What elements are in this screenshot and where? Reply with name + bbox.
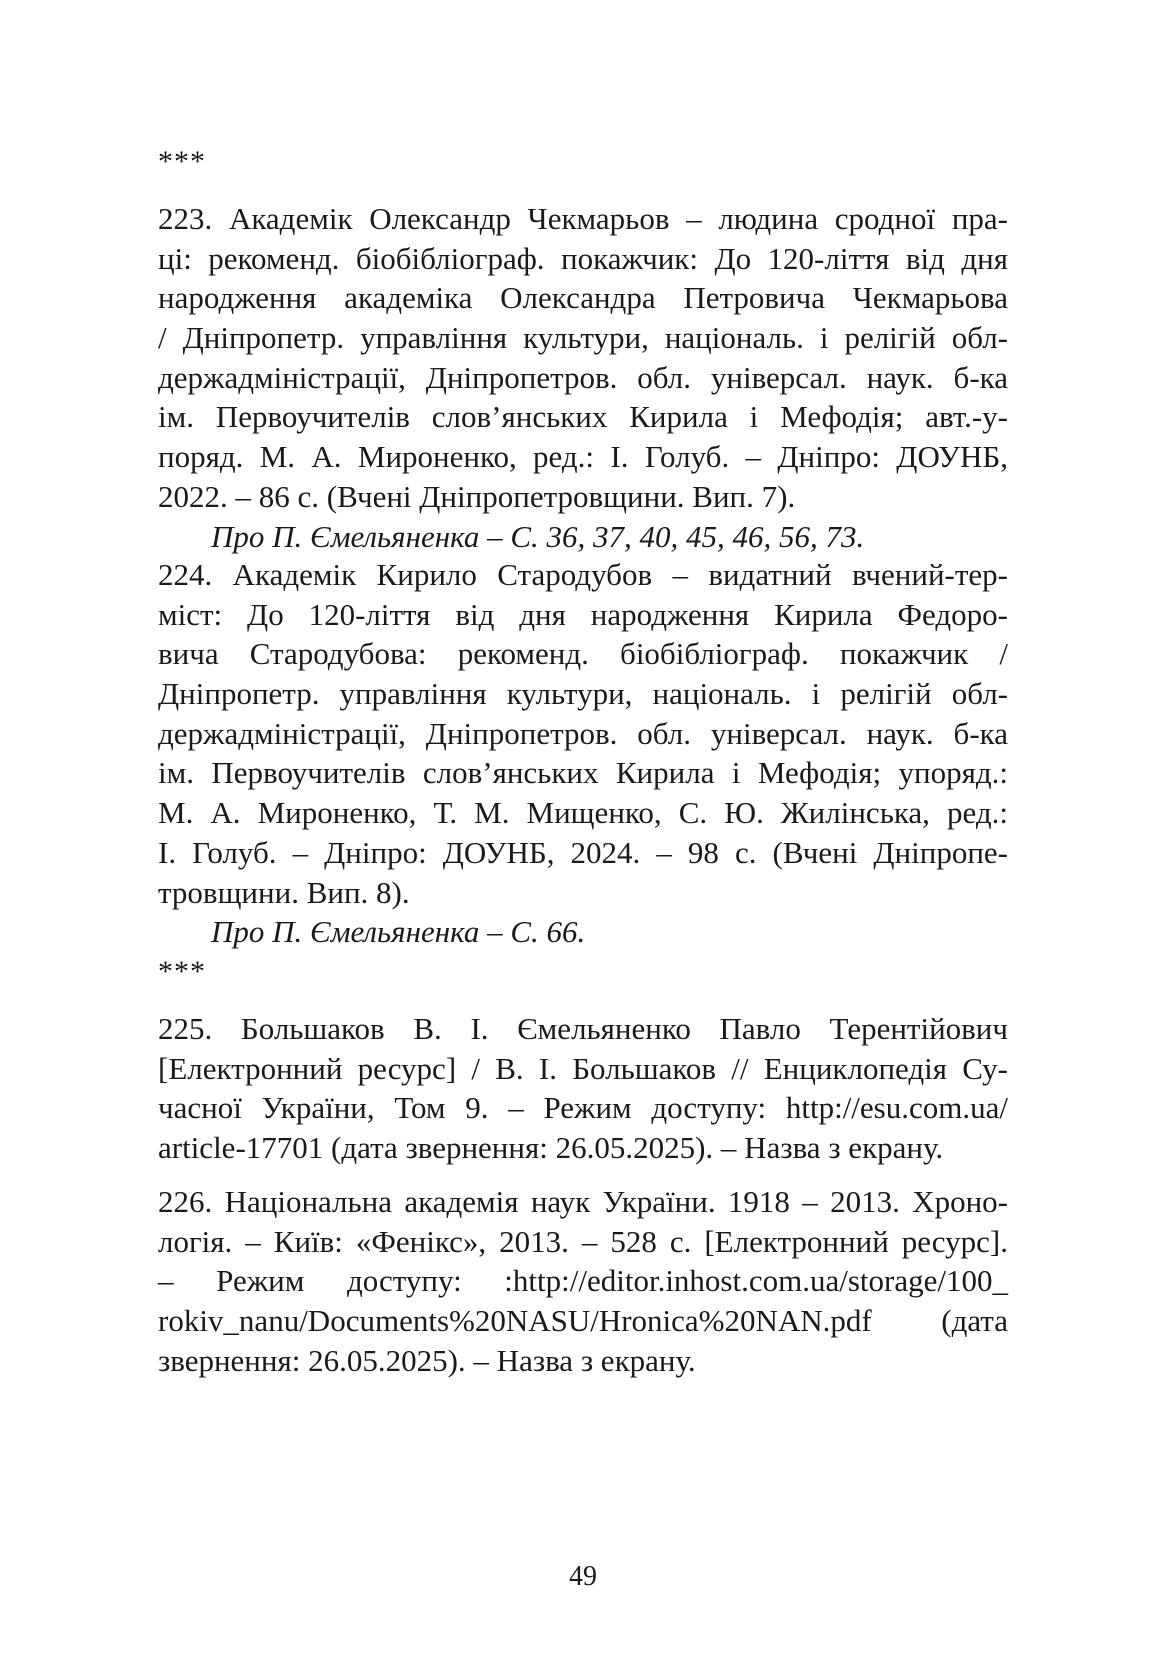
entry-line: І. Голуб. – Дніпро: ДОУНБ, 2024. – 98 с. (Вчені Дніпропе- [158, 834, 1008, 870]
entry-line: ці: рекоменд. біобібліограф. покажчик: До 120-ліття від дня [158, 240, 1008, 276]
entry-line: міст: До 120-ліття від дня народження Кирила Федоро- [158, 596, 1008, 632]
entry-223 [158, 199, 1008, 556]
entry-note: Про П. Ємельяненка – С. 66. [211, 914, 586, 950]
entry-225 [158, 1009, 1008, 1168]
entry-224 [158, 555, 1008, 952]
entry-line: часної України, Том 9. – Режим доступу: http://esu.com.ua/ [158, 1090, 1008, 1126]
entry-line: логія. – Київ: «Фенікс», 2013. – 528 с. [Електронний ресурс]. [158, 1223, 1008, 1259]
entry-line: 223. Академік Олександр Чекмарьов – людина сродної пра- [158, 201, 1008, 236]
entry-line: тровщини. Вип. 8). [158, 874, 410, 910]
entry-note: Про П. Ємельяненка – С. 36, 37, 40, 45, 46, 56, 73. [211, 518, 865, 554]
entry-line: звернення: 26.05.2025). – Назва з екрану. [158, 1342, 696, 1378]
page-number: 49 [569, 1561, 597, 1592]
section-separator-top: *** [158, 145, 206, 178]
entry-line: вича Стародубова: рекоменд. біобібліограф. покажчик / [158, 636, 1008, 672]
entry-line: М. А. Мироненко, Т. М. Мищенко, С. Ю. Жилінська, ред.: [158, 795, 1008, 831]
entry-line: ім. Первоучителів слов’янських Кирила і Мефодія; упоряд.: [158, 755, 1008, 791]
entry-line: 224. Академік Кирило Стародубов – видатний вчений-тер- [158, 557, 1008, 592]
entry-line: держадміністрації, Дніпропетров. обл. універсал. наук. б-ка [158, 715, 1008, 751]
entry-line: Дніпропетр. управління культури, національ. і релігій обл- [158, 676, 1008, 712]
entry-226 [158, 1182, 1008, 1380]
entry-line: 2022. – 86 с. (Вчені Дніпропетровщини. Вип. 7). [158, 478, 796, 514]
entry-line: article-17701 (дата звернення: 26.05.2025). – Назва з екрану. [158, 1130, 944, 1166]
entry-line: – Режим доступу: :http://editor.inhost.com.ua/storage/100_ [158, 1263, 1008, 1299]
entry-line: поряд. М. А. Мироненко, ред.: І. Голуб. – Дніпро: ДОУНБ, [158, 439, 1008, 475]
entry-line: 225. Большаков В. І. Ємельяненко Павло Терентійович [158, 1011, 1008, 1046]
entry-line: ім. Первоучителів слов’янських Кирила і Мефодія; авт.-у- [158, 399, 1008, 435]
entry-line: народження академіка Олександра Петровича Чекмарьова [158, 280, 1008, 316]
entry-line: держадміністрації, Дніпропетров. обл. універсал. наук. б-ка [158, 359, 1008, 395]
entry-line: [Електронний ресурс] / В. І. Большаков // Енциклопедія Су- [158, 1050, 1008, 1086]
entry-line: / Дніпропетр. управління культури, національ. і релігій обл- [158, 320, 1008, 356]
entry-line: 226. Національна академія наук України. 1918 – 2013. Хроно- [158, 1184, 1008, 1219]
entry-line: rokiv_nanu/Documents%20NASU/Hronica%20NAN.pdf (дата [158, 1303, 1008, 1339]
section-separator-mid: *** [158, 955, 206, 988]
